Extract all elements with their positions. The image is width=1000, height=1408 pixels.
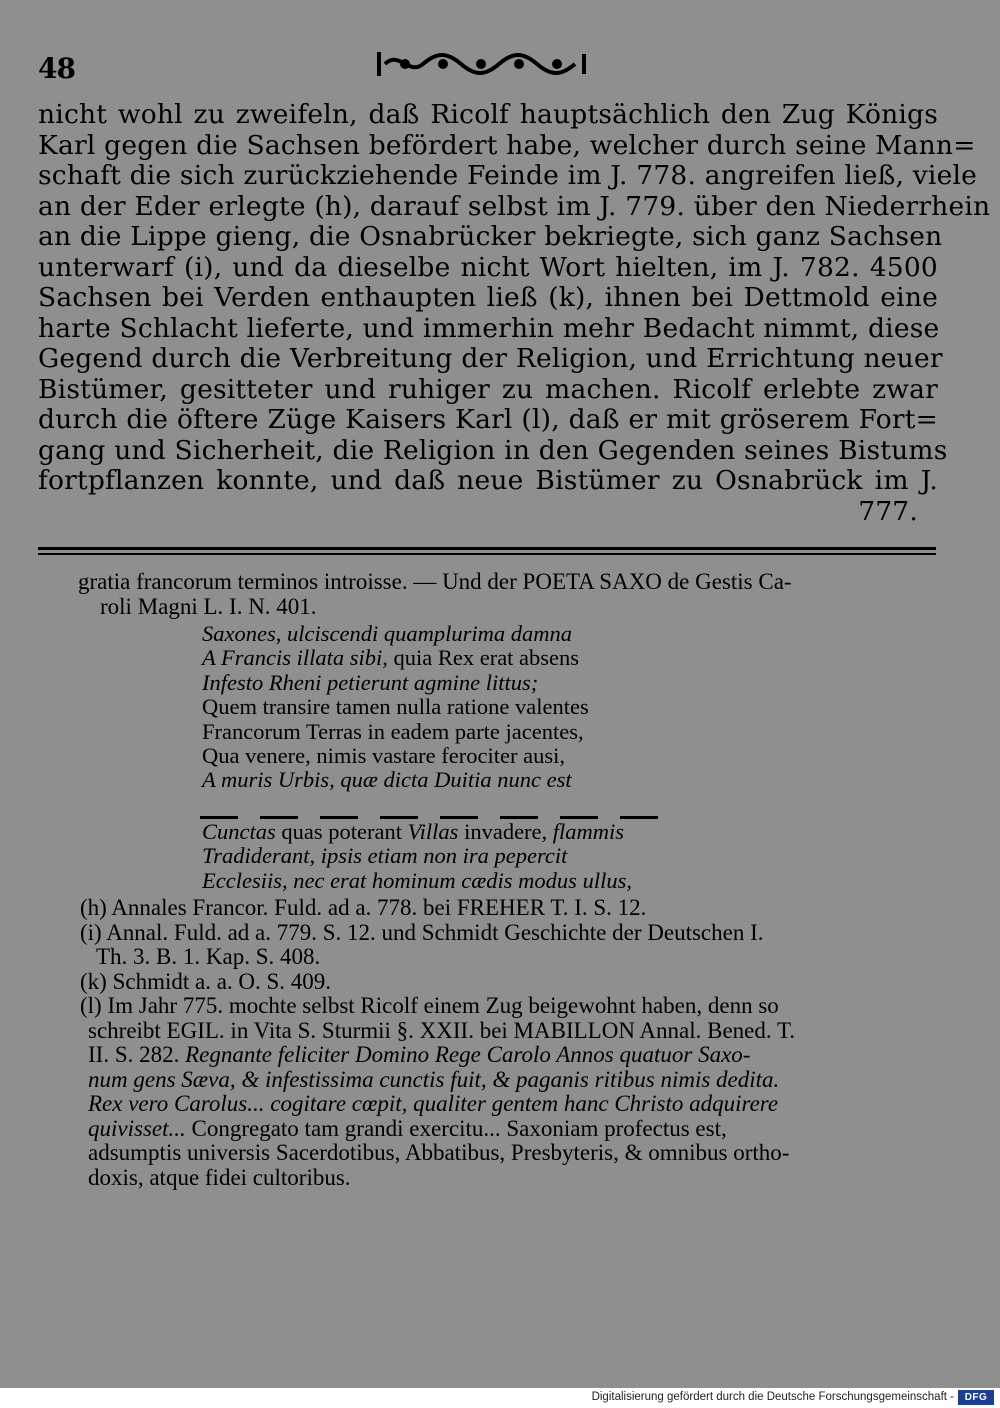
poem-line: Cunctas quas poterant Villas invadere, flammis (202, 819, 625, 844)
footnote-h: (h) Annales Francor. Fuld. ad a. 778. bei FREHER T. I. S. 12. (80, 895, 647, 920)
text-line: Bistümer, gesitteter und ruhiger zu machen. Ricolf erlebte zwar (38, 373, 938, 405)
poem-quotation-a (202, 622, 762, 793)
poem-line: A muris Urbis, quæ dicta Duitia nunc est (202, 767, 572, 793)
catchword: 777. (858, 495, 918, 527)
footnote-separator-thick (38, 547, 936, 550)
omission-dashes (200, 804, 680, 816)
poem-line: Francorum Terras in eadem parte jacentes, (202, 718, 584, 744)
poem-line: Ecclesiis, nec erat hominum cædis modus ullus, (202, 867, 632, 893)
text-line: unterwarf (i), und da dieselbe nicht Wort hielten, im J. 782. 4500 (38, 251, 938, 283)
footnote-l-cont: adsumptis universis Sacerdotibus, Abbatibus, Presbyteris, & omnibus ortho- (88, 1140, 790, 1165)
digitization-footer (0, 1388, 1000, 1408)
footnote-l-cont: doxis, atque fidei cultoribus. (88, 1164, 351, 1190)
text-line: an die Lippe gieng, die Osnabrücker bekriegte, sich ganz Sachsen (38, 221, 943, 252)
footnote-i: (i) Annal. Fuld. ad a. 779. S. 12. und Schmidt Geschichte der Deutschen I. (80, 919, 764, 945)
footnote-line: roli Magni L. I. N. 401. (100, 593, 317, 619)
text-line: an der Eder erlegte (h), darauf selbst im J. 779. über den Niederrhein (38, 190, 991, 222)
poem-line: Tradiderant, ipsis etiam non ira pepercit (202, 843, 568, 869)
footnotes (80, 896, 960, 1190)
footnote-l-cont: quivisset... Congregato tam grandi exercitu... Saxoniam profectus est, (88, 1115, 727, 1141)
text-line: harte Schlacht lieferte, und immerhin mehr Bedacht nimmt, diese (38, 312, 940, 344)
dfg-logo: DFG (958, 1390, 994, 1405)
poem-line: A Francis illata sibi, quia Rex erat absens (202, 645, 580, 671)
text-line: gang und Sicherheit, die Religion in den Gegenden seines Bistums (38, 434, 948, 466)
text-line: schaft die sich zurückziehende Feinde im J. 778. angreifen ließ, viele (38, 160, 978, 191)
footnote-k: (k) Schmidt a. a. O. S. 409. (80, 968, 332, 994)
text-line: durch die öftere Züge Kaisers Karl (l), daß er mit gröserem Fort= (38, 404, 938, 435)
footnote-separator-thin (38, 553, 936, 555)
footnote-l-cont: II. S. 282. Regnante feliciter Domino Rege Carolo Annos quatuor Saxo- (88, 1042, 751, 1067)
printer-ornament (375, 48, 590, 80)
poem-line: Qua venere, nimis vastare ferociter ausi, (202, 743, 565, 769)
text-line: Karl gegen die Sachsen befördert habe, welcher durch seine Mann= (38, 129, 976, 161)
footnote-line: gratia francorum terminos introisse. — Und der POETA SAXO de Gestis Ca- (78, 569, 792, 594)
footnote-l-cont: num gens Sæva, & infestissima cunctis fuit, & paganis ritibus nimis dedita. (88, 1066, 780, 1092)
poem-line: Saxones, ulciscendi quamplurima damna (202, 621, 572, 646)
footnote-l: (l) Im Jahr 775. mochte selbst Ricolf einem Zug beigewohnt haben, denn so (80, 993, 779, 1018)
text-line: fortpflanzen konnte, und daß neue Bistümer zu Osnabrück im J. (38, 465, 938, 496)
page-number: 48 (38, 52, 75, 85)
funding-credit: Digitalisierung gefördert durch die Deutsche Forschungsgemeinschaft - (591, 1391, 954, 1403)
text-line: nicht wohl zu zweifeln, daß Ricolf hauptsächlich den Zug Königs (38, 99, 938, 130)
poem-line: Quem transire tamen nulla ratione valentes (202, 694, 589, 720)
footnote-lead (78, 570, 948, 619)
text-line: Sachsen bei Verden enthaupten ließ (k), ihnen bei Dettmold eine (38, 282, 938, 313)
footnote-i-cont: Th. 3. B. 1. Kap. S. 408. (96, 944, 321, 969)
main-text (38, 99, 991, 527)
poem-line: Infesto Rheni petierunt agmine littus; (202, 669, 539, 695)
text-line: Gegend durch die Verbreitung der Religion, und Errichtung neuer (38, 343, 943, 374)
footnote-l-cont: schreibt EGIL. in Vita S. Sturmii §. XXII. bei MABILLON Annal. Bened. T. (88, 1017, 796, 1043)
footnote-l-cont: Rex vero Carolus... cogitare cœpit, qualiter gentem hanc Christo adquirere (88, 1091, 779, 1116)
poem-quotation-b (202, 820, 762, 893)
